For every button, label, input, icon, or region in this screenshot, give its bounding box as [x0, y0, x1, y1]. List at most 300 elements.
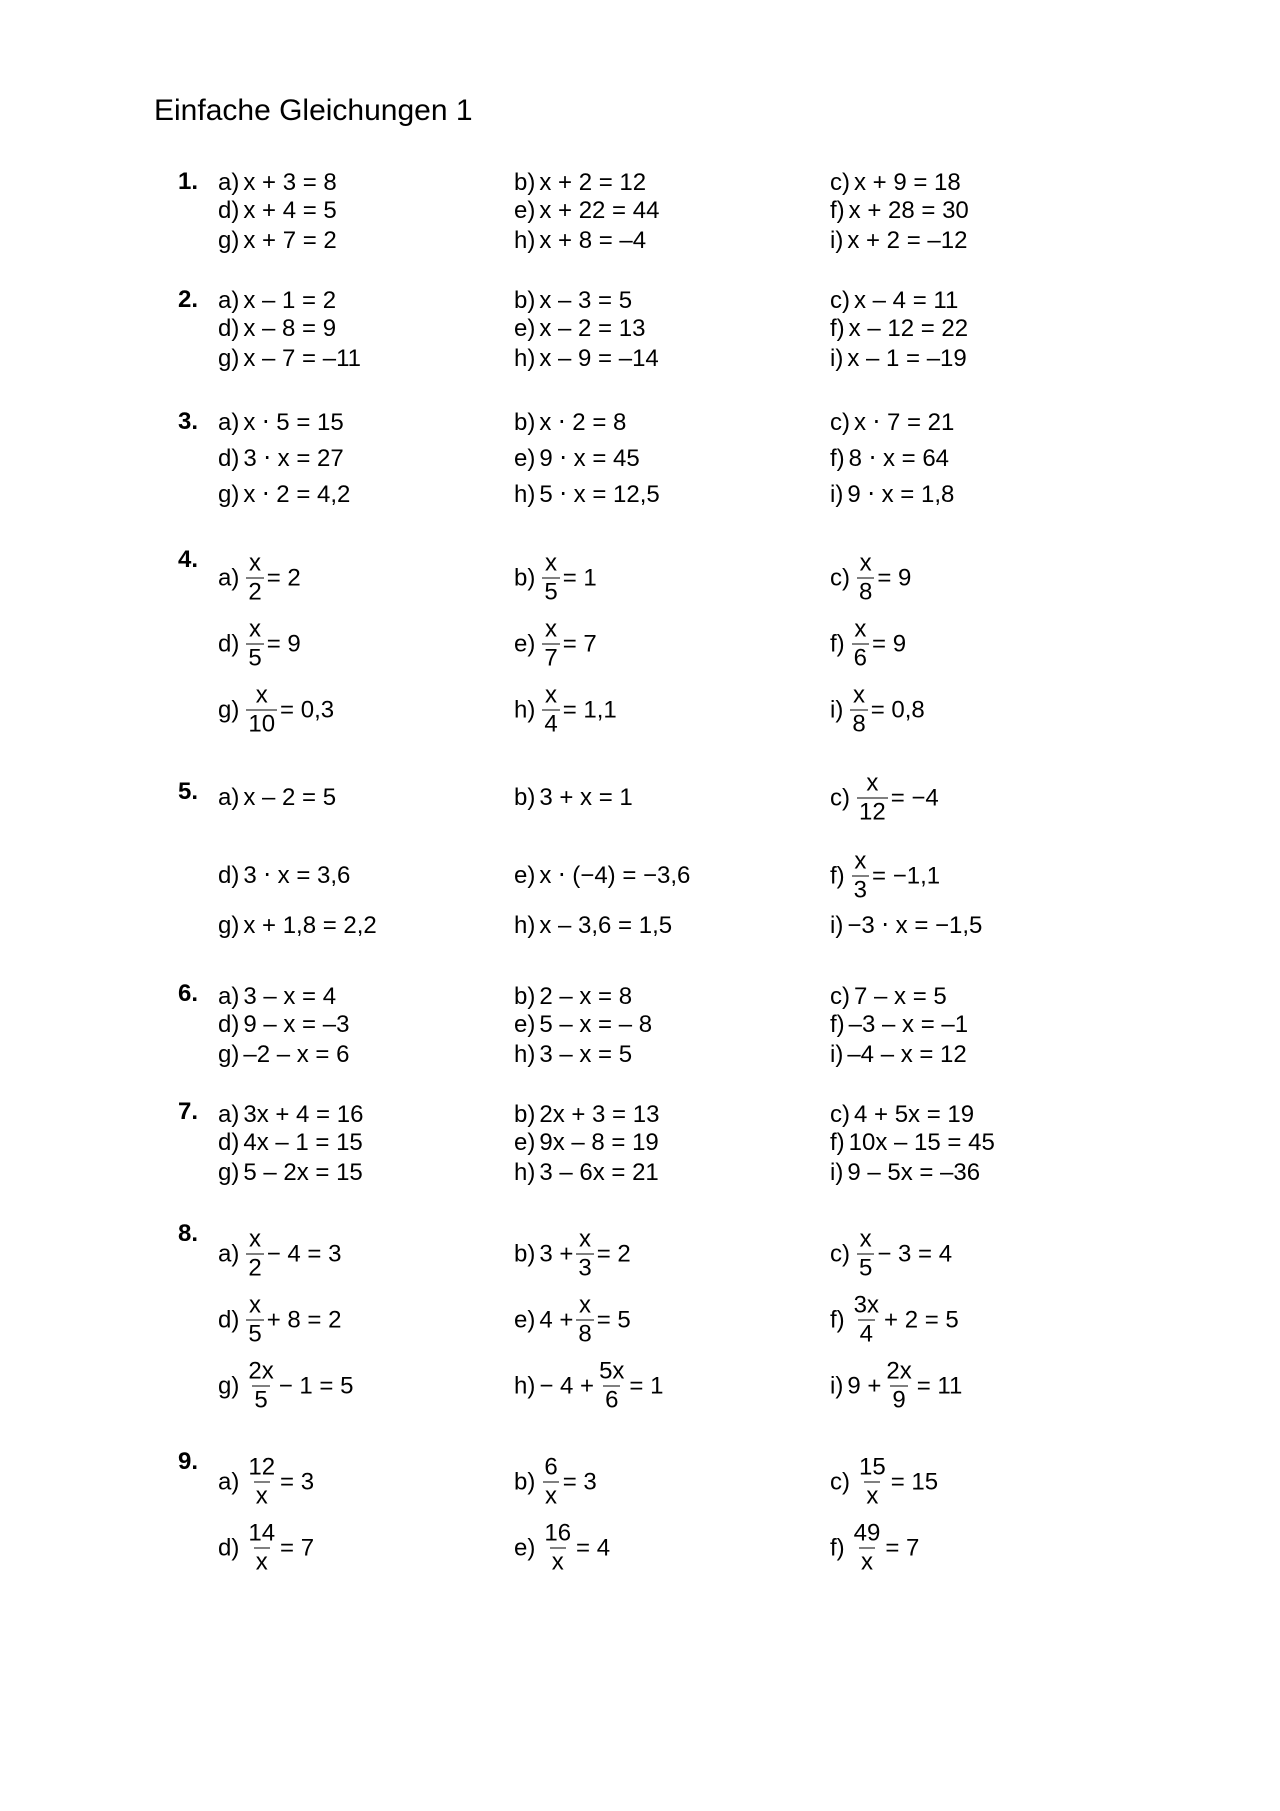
fraction-numerator: x — [854, 847, 867, 875]
fraction-numerator: 12 — [248, 1453, 276, 1481]
item-label: i) — [830, 1372, 844, 1399]
fraction — [852, 847, 869, 904]
fraction — [857, 1453, 888, 1510]
equation-text: 9x – 8 = 19 — [539, 1129, 659, 1156]
equation-item — [218, 786, 336, 810]
item-label: e) — [514, 315, 536, 342]
item-label: c) — [830, 287, 850, 314]
equation-item — [218, 1291, 342, 1348]
fraction-numerator: x — [579, 1225, 592, 1253]
equation-item — [514, 786, 633, 810]
item-label: c) — [830, 1101, 850, 1128]
fraction-denominator: x — [866, 1482, 879, 1510]
equation-text: x + 8 = –4 — [539, 227, 647, 254]
equation-text: x ⋅ 2 = 4,2 — [243, 481, 351, 508]
equation-rest: = 5 — [596, 1306, 631, 1333]
equation-item — [830, 1043, 967, 1067]
equation-text: x – 2 = 5 — [243, 784, 337, 811]
fraction — [246, 681, 277, 738]
fraction — [884, 1357, 913, 1414]
item-label: d) — [218, 1011, 240, 1038]
equation-item — [830, 847, 941, 904]
fraction-denominator: 5 — [248, 644, 262, 672]
equation-text: x – 4 = 11 — [854, 287, 959, 314]
page-title: Einfache Gleichungen 1 — [154, 94, 473, 127]
equation-item — [514, 1043, 632, 1067]
equation-item — [830, 347, 967, 371]
item-label: g) — [218, 1041, 240, 1068]
fraction-numerator: 2x — [886, 1357, 912, 1385]
fraction — [246, 1357, 275, 1414]
item-label: e) — [514, 1534, 536, 1561]
equation-item — [830, 411, 954, 435]
fraction-numerator: x — [859, 549, 872, 577]
equation-text: 3 – 6x = 21 — [539, 1159, 659, 1186]
equation-text: 2 – x = 8 — [539, 983, 633, 1010]
equation-item — [830, 985, 947, 1009]
equation-item — [218, 411, 344, 435]
item-label: h) — [514, 345, 536, 372]
fraction-numerator: x — [853, 681, 865, 709]
equation-rest: = 7 — [280, 1534, 315, 1561]
task-number: 9. — [178, 1448, 199, 1475]
equation-prefix: 4 + — [539, 1306, 574, 1333]
fraction — [542, 549, 559, 606]
equation-rest: − 1 = 5 — [278, 1372, 354, 1399]
equation-item — [218, 1161, 363, 1185]
fraction-denominator: 12 — [859, 798, 886, 826]
fraction-denominator: 8 — [578, 1320, 592, 1348]
equation-item — [218, 347, 361, 371]
equation-rest: = 2 — [596, 1240, 631, 1267]
equation-text: –3 – x = –1 — [848, 1011, 969, 1038]
item-label: b) — [514, 409, 536, 436]
equation-prefix: 3 + — [539, 1240, 574, 1267]
equation-item — [514, 229, 646, 253]
equation-item — [830, 769, 939, 826]
task-number: 7. — [178, 1098, 199, 1125]
item-label: b) — [514, 784, 536, 811]
item-label: f) — [830, 630, 845, 657]
equation-item — [218, 615, 301, 672]
item-label: f) — [830, 1534, 845, 1561]
equation-rest: = 3 — [280, 1468, 315, 1495]
equation-text: 3 ⋅ x = 3,6 — [243, 862, 351, 889]
fraction-denominator: 7 — [544, 644, 558, 672]
equation-item — [830, 229, 967, 253]
equation-item — [830, 914, 982, 938]
fraction-numerator: x — [249, 549, 262, 577]
fraction-denominator: x — [255, 1482, 268, 1510]
equation-text: 8 ⋅ x = 64 — [848, 445, 950, 472]
equation-item — [514, 447, 640, 471]
equation-item — [514, 1013, 652, 1037]
equation-item — [218, 549, 301, 606]
equation-rest: = 2 — [266, 564, 301, 591]
task-number: 3. — [178, 408, 199, 435]
equation-item — [830, 199, 969, 223]
fraction — [852, 615, 869, 672]
equation-text: 9 ⋅ x = 1,8 — [847, 481, 955, 508]
fraction — [246, 1225, 263, 1282]
fraction — [246, 549, 263, 606]
equation-item — [830, 549, 912, 606]
equation-text: x – 2 = 13 — [539, 315, 646, 342]
equation-item — [218, 1043, 349, 1067]
fraction — [246, 1291, 263, 1348]
equation-item — [218, 317, 336, 341]
equation-item — [218, 1103, 363, 1127]
equation-item — [830, 681, 925, 738]
equation-item — [218, 199, 337, 223]
equation-text: x – 7 = –11 — [243, 345, 361, 372]
item-label: g) — [218, 345, 240, 372]
item-label: i) — [830, 696, 844, 723]
fraction-numerator: x — [249, 1225, 262, 1253]
equation-text: 9 – 5x = –36 — [847, 1159, 981, 1186]
fraction-numerator: x — [545, 681, 558, 709]
equation-item — [514, 864, 690, 888]
item-label: c) — [830, 983, 850, 1010]
task-number: 8. — [178, 1220, 199, 1247]
fraction-denominator: 5 — [859, 1254, 873, 1282]
item-label: e) — [514, 1306, 536, 1333]
equation-item — [218, 171, 337, 195]
equation-text: x ⋅ (−4) = −3,6 — [539, 862, 691, 889]
fraction-denominator: 5 — [248, 1320, 262, 1348]
equation-item — [514, 1357, 664, 1414]
equation-rest: = 11 — [916, 1372, 963, 1399]
equation-text: x – 9 = –14 — [539, 345, 659, 372]
item-label: a) — [218, 1101, 240, 1128]
equation-text: x – 1 = 2 — [243, 287, 337, 314]
fraction-numerator: x — [854, 615, 867, 643]
equation-text: 3 – x = 4 — [243, 983, 337, 1010]
fraction — [857, 549, 874, 606]
fraction-denominator: x — [255, 1548, 268, 1576]
fraction-numerator: x — [545, 549, 558, 577]
task-number: 5. — [178, 778, 199, 805]
item-label: b) — [514, 983, 536, 1010]
equation-item — [514, 483, 660, 507]
equation-text: −3 ⋅ x = −1,5 — [847, 912, 983, 939]
equation-rest: = 9 — [877, 564, 912, 591]
fraction-denominator: 6 — [605, 1386, 619, 1414]
equation-text: 5 ⋅ x = 12,5 — [539, 481, 660, 508]
equation-item — [514, 1161, 659, 1185]
item-label: a) — [218, 1468, 240, 1495]
item-label: b) — [514, 564, 536, 591]
equation-text: x ⋅ 2 = 8 — [539, 409, 627, 436]
item-label: e) — [514, 1129, 536, 1156]
equation-rest: = 3 — [562, 1468, 597, 1495]
item-label: f) — [830, 1011, 845, 1038]
equation-rest: = 9 — [266, 630, 301, 657]
equation-item — [514, 289, 632, 313]
equation-item — [218, 229, 337, 253]
fraction-numerator: x — [545, 615, 558, 643]
equation-item — [218, 1357, 354, 1414]
item-label: d) — [218, 630, 240, 657]
equation-item — [218, 1453, 315, 1510]
equation-item — [514, 317, 645, 341]
item-label: a) — [218, 1240, 240, 1267]
item-label: b) — [514, 1240, 536, 1267]
equation-item — [218, 864, 350, 888]
item-label: e) — [514, 445, 536, 472]
fraction-denominator: 2 — [248, 578, 262, 606]
item-label: e) — [514, 862, 536, 889]
equation-item — [218, 447, 344, 471]
equation-rest: = −1,1 — [872, 862, 941, 889]
equation-item — [514, 1225, 631, 1282]
equation-text: 7 – x = 5 — [854, 983, 947, 1010]
equation-item — [514, 615, 597, 672]
equation-item — [514, 199, 659, 223]
fraction-denominator: 6 — [853, 644, 868, 672]
item-label: d) — [218, 1534, 240, 1561]
fraction — [850, 681, 867, 738]
equation-item — [830, 1453, 939, 1510]
equation-item — [830, 1161, 980, 1185]
equation-item — [830, 615, 907, 672]
fraction-numerator: 2x — [248, 1357, 274, 1385]
fraction — [246, 615, 263, 672]
equation-item — [218, 1131, 363, 1155]
equation-rest: = −4 — [890, 784, 939, 811]
equation-text: 3x + 4 = 16 — [243, 1101, 364, 1128]
task-number: 2. — [178, 286, 199, 313]
fraction-numerator: x — [249, 615, 262, 643]
fraction-numerator: 16 — [544, 1519, 572, 1547]
fraction — [246, 1519, 277, 1576]
fraction — [857, 1225, 874, 1282]
item-label: b) — [514, 1468, 536, 1495]
equation-item — [514, 914, 672, 938]
equation-text: x ⋅ 7 = 21 — [854, 409, 955, 436]
item-label: e) — [514, 630, 536, 657]
equation-rest: − 3 = 4 — [877, 1240, 953, 1267]
equation-rest: = 4 — [576, 1534, 611, 1561]
fraction — [542, 1519, 573, 1576]
item-label: d) — [218, 1129, 240, 1156]
equation-item — [830, 317, 968, 341]
task-number: 4. — [178, 546, 199, 573]
item-label: d) — [218, 197, 240, 224]
item-label: f) — [830, 197, 845, 224]
fraction — [852, 1519, 883, 1576]
equation-text: x – 1 = –19 — [847, 345, 967, 372]
item-label: h) — [514, 1041, 536, 1068]
equation-item — [830, 171, 961, 195]
fraction-denominator: x — [861, 1548, 874, 1576]
equation-rest: = 7 — [885, 1534, 920, 1561]
equation-item — [830, 1357, 963, 1414]
item-label: g) — [218, 1372, 240, 1399]
fraction — [542, 1453, 559, 1510]
equation-item — [218, 1013, 349, 1037]
equation-item — [830, 289, 958, 313]
fraction-numerator: 14 — [248, 1519, 276, 1547]
equation-text: x + 2 = –12 — [847, 227, 968, 254]
equation-text: 3 – x = 5 — [539, 1041, 633, 1068]
fraction-numerator: 3x — [853, 1291, 880, 1319]
equation-rest: = 1,1 — [562, 696, 617, 723]
item-label: b) — [514, 1101, 536, 1128]
equation-item — [218, 985, 336, 1009]
item-label: h) — [514, 1159, 536, 1186]
item-label: f) — [830, 862, 845, 889]
equation-item — [218, 681, 335, 738]
fraction — [542, 615, 559, 672]
equation-item — [514, 1519, 611, 1576]
equation-text: 4x – 1 = 15 — [243, 1129, 363, 1156]
equation-text: x – 8 = 9 — [243, 315, 337, 342]
item-label: a) — [218, 169, 240, 196]
equation-rest: = 1 — [629, 1372, 664, 1399]
fraction — [852, 1291, 881, 1348]
equation-text: x + 4 = 5 — [243, 197, 337, 224]
fraction-denominator: 2 — [248, 1254, 262, 1282]
item-label: f) — [830, 315, 845, 342]
equation-item — [514, 1131, 659, 1155]
fraction — [576, 1225, 593, 1282]
item-label: g) — [218, 227, 240, 254]
equation-item — [830, 1103, 974, 1127]
equation-item — [514, 1291, 631, 1348]
fraction-denominator: 4 — [859, 1320, 874, 1348]
equation-text: x + 7 = 2 — [243, 227, 337, 254]
fraction-numerator: 15 — [859, 1453, 886, 1481]
item-label: e) — [514, 197, 536, 224]
item-label: c) — [830, 1240, 850, 1267]
item-label: c) — [830, 169, 850, 196]
item-label: i) — [830, 481, 844, 508]
equation-rest: = 15 — [890, 1468, 939, 1495]
fraction-denominator: 5 — [544, 578, 558, 606]
equation-rest: − 4 = 3 — [266, 1240, 342, 1267]
equation-item — [830, 1291, 959, 1348]
item-label: a) — [218, 564, 240, 591]
fraction-numerator: x — [579, 1291, 592, 1319]
equation-item — [218, 1519, 315, 1576]
equation-rest: = 0,8 — [870, 696, 925, 723]
item-label: d) — [218, 445, 240, 472]
equation-prefix: − 4 + — [539, 1372, 595, 1399]
equation-text: x + 1,8 = 2,2 — [243, 912, 377, 939]
item-label: h) — [514, 481, 536, 508]
equation-item — [218, 1225, 342, 1282]
item-label: g) — [218, 696, 240, 723]
task-number: 1. — [178, 168, 199, 195]
item-label: i) — [830, 227, 844, 254]
equation-item — [514, 1103, 659, 1127]
equation-prefix: 9 + — [847, 1372, 882, 1399]
fraction-numerator: x — [866, 769, 879, 797]
equation-rest: = 7 — [562, 630, 597, 657]
equation-text: x + 28 = 30 — [848, 197, 969, 224]
fraction — [597, 1357, 626, 1414]
item-label: c) — [830, 564, 850, 591]
equation-text: x + 22 = 44 — [539, 197, 660, 224]
fraction-denominator: 5 — [254, 1386, 268, 1414]
fraction-numerator: x — [255, 681, 268, 709]
equation-item — [218, 289, 336, 313]
equation-text: 5 – 2x = 15 — [243, 1159, 363, 1186]
equation-rest: = 0,3 — [280, 696, 335, 723]
item-label: h) — [514, 696, 536, 723]
equation-text: –4 – x = 12 — [847, 1041, 967, 1068]
item-label: f) — [830, 1306, 845, 1333]
equation-item — [514, 171, 646, 195]
equation-text: x – 3,6 = 1,5 — [539, 912, 673, 939]
item-label: h) — [514, 912, 536, 939]
fraction-denominator: 10 — [248, 710, 276, 738]
equation-text: 4 + 5x = 19 — [854, 1101, 975, 1128]
item-label: a) — [218, 983, 240, 1010]
equation-item — [830, 447, 949, 471]
equation-text: x + 9 = 18 — [854, 169, 961, 196]
equation-text: 10x – 15 = 45 — [848, 1129, 995, 1156]
equation-text: 2x + 3 = 13 — [539, 1101, 660, 1128]
item-label: c) — [830, 1468, 850, 1495]
item-label: i) — [830, 1159, 844, 1186]
equation-text: x + 2 = 12 — [539, 169, 647, 196]
fraction-denominator: 8 — [852, 710, 866, 738]
item-label: g) — [218, 912, 240, 939]
fraction-numerator: x — [859, 1225, 872, 1253]
item-label: c) — [830, 409, 850, 436]
equation-text: –2 – x = 6 — [243, 1041, 350, 1068]
fraction-denominator: 8 — [859, 578, 873, 606]
equation-item — [830, 483, 954, 507]
fraction-denominator: x — [551, 1548, 564, 1576]
item-label: i) — [830, 1041, 844, 1068]
equation-item — [514, 549, 597, 606]
equation-item — [830, 1131, 995, 1155]
item-label: f) — [830, 445, 845, 472]
fraction-denominator: 4 — [544, 710, 558, 738]
equation-item — [514, 347, 659, 371]
equation-item — [218, 914, 377, 938]
equation-text: 9 – x = –3 — [243, 1011, 350, 1038]
fraction-numerator: 6 — [544, 1453, 558, 1481]
item-label: h) — [514, 227, 536, 254]
equation-item — [514, 1453, 597, 1510]
equation-rest: = 9 — [872, 630, 907, 657]
equation-item — [218, 483, 350, 507]
item-label: b) — [514, 169, 536, 196]
item-label: i) — [830, 345, 844, 372]
item-label: g) — [218, 1159, 240, 1186]
item-label: a) — [218, 784, 240, 811]
item-label: d) — [218, 1306, 240, 1333]
equation-text: x – 12 = 22 — [848, 315, 969, 342]
item-label: a) — [218, 287, 240, 314]
equation-text: x – 3 = 5 — [539, 287, 633, 314]
equation-rest: + 8 = 2 — [266, 1306, 342, 1333]
item-label: h) — [514, 1372, 536, 1399]
item-label: g) — [218, 481, 240, 508]
equation-item — [830, 1519, 920, 1576]
task-number: 6. — [178, 980, 199, 1007]
equation-text: 3 + x = 1 — [539, 784, 633, 811]
fraction-denominator: 9 — [892, 1386, 906, 1414]
equation-item — [514, 681, 617, 738]
item-label: b) — [514, 287, 536, 314]
fraction — [576, 1291, 593, 1348]
fraction — [542, 681, 559, 738]
